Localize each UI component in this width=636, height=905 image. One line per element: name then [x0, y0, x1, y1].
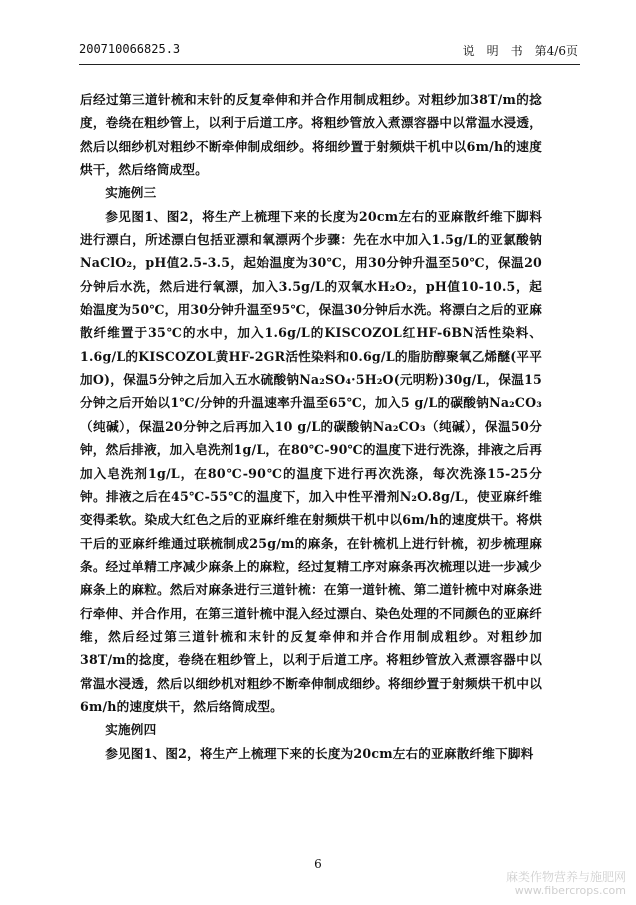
page-label: 说 明 书 第4/6页: [462, 44, 578, 58]
patent-number: 200710066825.3: [79, 42, 181, 56]
section-heading-example-3: 实施例三: [105, 185, 157, 201]
header-rule: [79, 64, 580, 65]
watermark-url: www.fibercrops.com: [514, 884, 626, 897]
paragraph-continued: 后经过第三道针梳和末针的反复牵伸和并合作用制成粗纱。对粗纱加38T/m的捻度，卷绕在粗纱管上，以利于后道工序。将粗纱管放入煮漂容器中以常温水浸透，然后以细纱机对粗纱不断牵伸制成细纱。将细纱置于射频烘干机中以6m/h的速度烘干，然后络筒成型。: [80, 92, 542, 178]
paragraph-example-4: 参见图1、图2，将生产上梳理下来的长度为20cm左右的亚麻散纤维下脚料: [105, 745, 534, 761]
page-header: [79, 42, 578, 62]
watermark: [506, 870, 626, 898]
document-body: [80, 88, 542, 765]
paragraph-example-3: 参见图1、图2，将生产上梳理下来的长度为20cm左右的亚麻散纤维下脚料进行漂白，所述漂白包括亚漂和氧漂两个步骤：先在水中加入1.5g/L的亚氯酸钠NaClO₂，pH值2.5-3.5，起始温度为30℃，用30分钟升温至50℃，保温20分钟后水洗，然后进行氧漂，加入3.5g/L的双氧水H₂O₂，pH值10-10.5，起始温度为50℃，用30分钟升温至95℃，保温30分钟后水洗。将漂白之后的亚麻散纤维置于35℃的水中，加入1.6g/L的KISCOZOL红HF-6BN活性染料、1.6g/L的KISCOZOL黄HF-2GR活性染料和0.6g/L的脂肪醇聚氧乙烯醚(平平加O)，保温5分钟之后加入五水硫酸钠Na₂SO₄·5H₂O(元明粉)30g/L，保温15分钟之后开始以1℃/分钟的升温速率升温至65℃，加入5 g/L的碳酸钠Na₂CO₃（纯碱），保温20分钟之后再加入10 g/L的碳酸钠Na₂CO₃（纯碱），保温50分钟，然后排液，加入皂洗剂1g/L，在80℃-90℃的温度下进行洗涤，排液之后再加入皂洗剂1g/L，在80℃-90℃的温度下进行再次洗涤，每次洗涤15-25分钟。排液之后在45℃-55℃的温度下，加入中性平滑剂N₂O.8g/L，使亚麻纤维变得柔软。染成大红色之后的亚麻纤维在射频烘干机中以6m/h的速度烘干。将烘干后的亚麻纤维通过联梳制成25g/m的麻条，在针梳机上进行针梳，初步梳理麻条。经过单精工序减少麻条上的麻粒，经过复精工序对麻条再次梳理以进一步减少麻条上的麻粒。然后对麻条进行三道针梳：在第一道针梳、第二道针梳中对麻条进行牵伸、并合作用，在第三道针梳中混入经过漂白、染色处理的不同颜色的亚麻纤维，然后经过第三道针梳和末针的反复牵伸和并合作用制成粗纱。对粗纱加38T/m的捻度，卷绕在粗纱管上，以利于后道工序。将粗纱管放入煮漂容器中以常温水浸透，然后以细纱机对粗纱不断牵伸制成细纱。将细纱置于射频烘干机中以6m/h的速度烘干，然后络筒成型。: [80, 208, 542, 714]
watermark-site-name: 麻类作物营养与施肥网: [505, 870, 626, 884]
page-number: 6: [314, 857, 322, 871]
section-heading-example-4: 实施例四: [105, 722, 157, 738]
